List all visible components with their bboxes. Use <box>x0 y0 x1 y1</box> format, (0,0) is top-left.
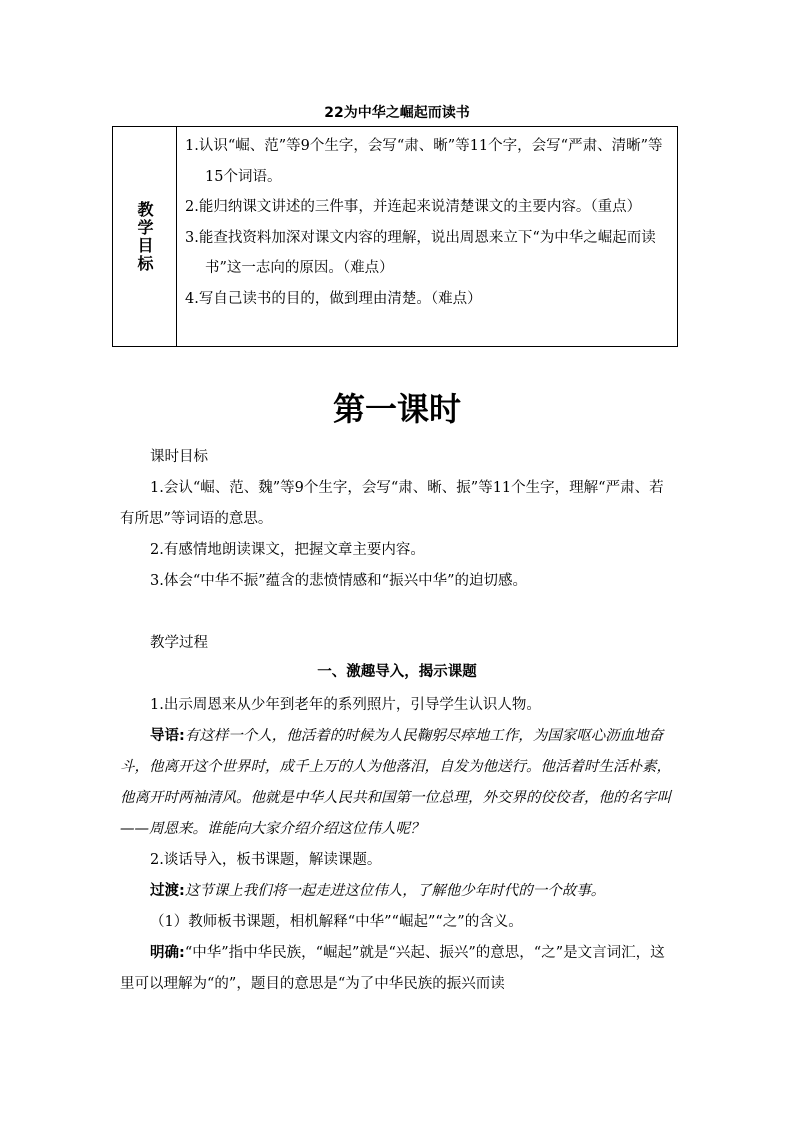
transition-paragraph <box>120 876 676 907</box>
intro-text: 有这样一个人，他活着的时候为人民鞠躬尽瘁地工作，为国家呕心沥血地奋斗，他离开这个世界时，成千上万的人为他落泪，自发为他送行。他活着时生活朴素，他离开时两袖清风。他就是中华人民共和国第一位总理，外交界的佼佼者，他的名字叫——周恩来。谁能向大家介绍介绍这位伟人呢？ <box>120 728 671 837</box>
lesson-heading: 第一课时 <box>332 390 461 428</box>
lesson-goal-3: 3.体会“中华不振”蕴含的悲愤情感和“振兴中华”的迫切感。 <box>150 573 527 589</box>
teaching-goal-2: 2.能归纳课文讲述的三件事，并连起来说清楚课文的主要内容。（重点） <box>185 199 642 215</box>
intro-label: 导语: <box>150 728 185 744</box>
teaching-goals-label: 教学目标 <box>135 200 154 273</box>
document-title: 22为中华之崛起而读书 <box>324 105 470 121</box>
clarify-label: 明确: <box>150 945 185 961</box>
process-content <box>120 690 676 1000</box>
teaching-goals-table <box>112 126 678 347</box>
transition-label: 过渡: <box>150 883 185 899</box>
lesson-goal-1: 1.会认“崛、范、魏”等9个生字，会写“肃、晰、振”等11个生字，理解“严肃、若有所思”等词语的意思。 <box>120 480 664 527</box>
teaching-goals-list <box>177 127 677 346</box>
process-sub-step-1: （1）教师板书课题，相机解释“中华”“崛起”“之”的含义。 <box>150 914 523 930</box>
lesson-goals-label: 课时目标 <box>150 449 208 465</box>
process-label-block <box>120 628 676 659</box>
intro-paragraph <box>120 721 676 845</box>
teaching-goal-3: 3.能查找资料加深对课文内容的理解，说出周恩来立下“为中华之崛起而读书”这一志向的原因。（难点） <box>185 229 656 276</box>
teaching-goals-label-cell <box>113 127 177 346</box>
transition-text: 这节课上我们将一起走进这位伟人，了解他少年时代的一个故事。 <box>184 883 606 899</box>
clarify-text: “中华”指中华民族，“崛起”就是“兴起、振兴”的意思，“之”是文言词汇，这里可以理解为“的”，题目的意思是“为了中华民族的振兴而读 <box>120 945 665 992</box>
section-heading: 一、激趣导入，揭示课题 <box>317 664 477 680</box>
process-step-1: 1.出示周恩来从少年到老年的系列照片，引导学生认识人物。 <box>150 697 541 713</box>
process-step-2: 2.谈话导入，板书课题，解读课题。 <box>150 852 382 868</box>
lesson-goal-2: 2.有感情地朗读课文，把握文章主要内容。 <box>150 542 425 558</box>
teaching-goal-1: 1.认识“崛、范”等9个生字，会写“肃、晰”等11个字，会写“严肃、清晰”等15个词语。 <box>185 138 663 185</box>
teaching-goal-4: 4.写自己读书的目的，做到理由清楚。（难点） <box>185 290 482 307</box>
process-label: 教学过程 <box>150 635 208 651</box>
clarify-paragraph <box>120 938 676 1000</box>
lesson-goals-block <box>120 442 676 597</box>
